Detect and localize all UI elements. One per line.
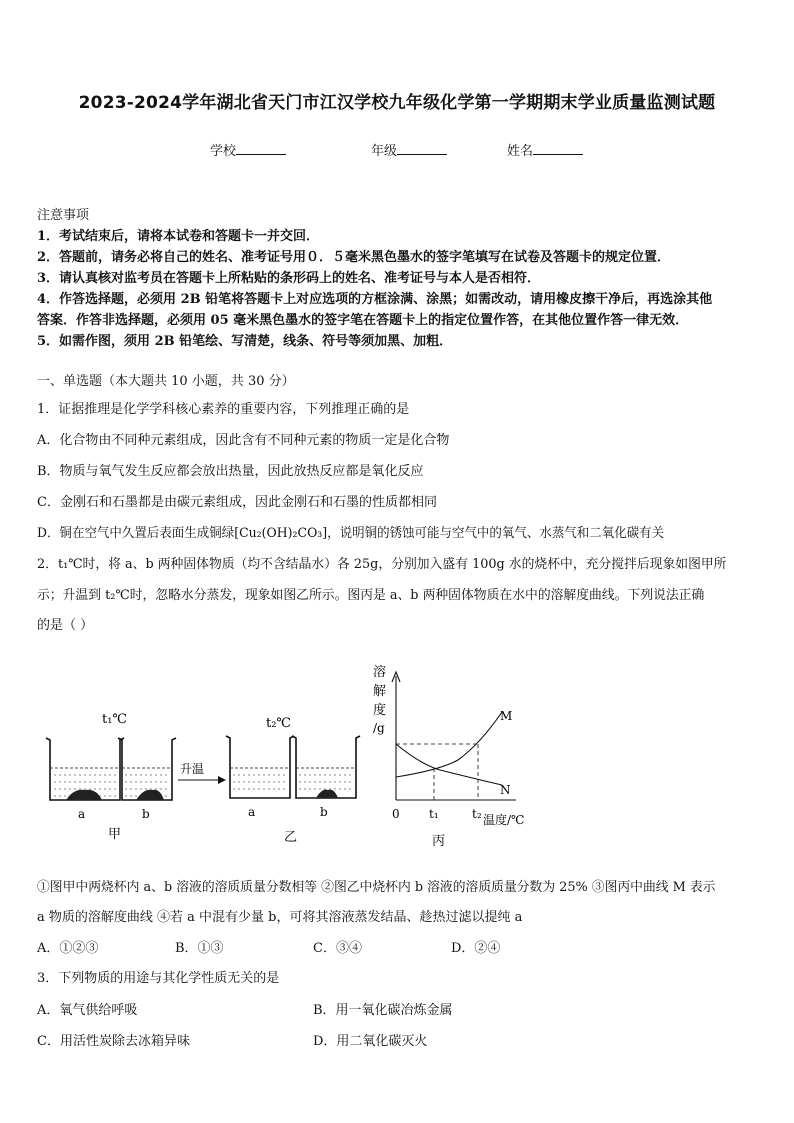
- q2-statements-line2: a 物质的溶解度曲线 ④若 a 中混有少量 b，可将其溶液蒸发结晶、趁热过滤以提纯 a: [37, 910, 523, 925]
- name-field: [507, 140, 583, 159]
- label-heat: 升温: [180, 762, 205, 776]
- q1-option-a: A．化合物由不同种元素组成，因此含有不同种元素的物质一定是化合物: [37, 433, 450, 448]
- notice-heading: 注意事项: [37, 208, 90, 223]
- ylabel-char: 溶: [373, 665, 387, 680]
- name-blank[interactable]: [533, 141, 583, 155]
- ylabel-char: /g: [373, 721, 385, 735]
- label-x-t2: t₂: [472, 807, 482, 821]
- q2-option-b: B．①③: [175, 941, 224, 956]
- q2-figure: [40, 660, 760, 850]
- notice-item: 答案．作答非选择题，必须用 05 毫米黑色墨水的签字笔在答题卡上的指定位置作答，在其他位置作答一律无效．: [37, 313, 689, 328]
- q3-option-a: A．氧气供给呼吸: [37, 1003, 138, 1018]
- q3-option-d: D．用二氧化碳灭火: [313, 1034, 428, 1049]
- label-bing: 丙: [432, 834, 446, 849]
- q2-statements-line1: ①图甲中两烧杯内 a、b 溶液的溶质质量分数相等 ②图乙中烧杯内 b 溶液的溶质质量分数为 25% ③图丙中曲线 M 表示: [37, 880, 716, 895]
- grade-blank[interactable]: [397, 141, 447, 155]
- label-t2: t₂℃: [266, 716, 291, 731]
- school-label: 学校: [210, 144, 237, 159]
- beaker-jia-b: [118, 738, 176, 800]
- q1-option-b: B．物质与氧气发生反应都会放出热量，因此放热反应都是氧化反应: [37, 464, 424, 479]
- beaker-yi-a: [226, 736, 294, 798]
- q2-option-c: C．③④: [313, 941, 362, 956]
- notice-item: 2．答题前，请务必将自己的姓名、准考证号用０．５毫米黑色墨水的签字笔填写在试卷及答题卡的规定位置．: [37, 250, 671, 265]
- q1-stem: 1．证据推理是化学学科核心素养的重要内容，下列推理正确的是: [37, 402, 410, 417]
- q2-stem-line1: 2．t₁℃时，将 a、b 两种固体物质（均不含结晶水）各 25g，分别加入盛有 100g 水的烧杯中，充分搅拌后现象如图甲所: [37, 557, 727, 572]
- ylabel-char: 度: [373, 703, 387, 718]
- q3-option-b: B．用一氧化碳冶炼金属: [313, 1003, 453, 1018]
- arrow-right-icon: [218, 776, 226, 784]
- label-yi-a: a: [248, 805, 256, 819]
- curve-m: [396, 712, 502, 777]
- q1-option-c: C．金刚石和石墨都是由碳元素组成，因此金刚石和石墨的性质都相同: [37, 495, 437, 510]
- q3-stem: 3．下列物质的用途与其化学性质无关的是: [37, 971, 280, 986]
- section-heading: 一、单选题（本大题共 10 小题，共 30 分）: [37, 374, 295, 389]
- q3-option-c: C．用活性炭除去冰箱异味: [37, 1034, 190, 1049]
- q2-stem-line3: 的是（ ）: [37, 618, 94, 633]
- label-m: M: [500, 709, 513, 723]
- beaker-yi-b: [292, 736, 360, 798]
- school-field: [210, 140, 286, 159]
- notice-item: 3．请认真核对监考员在答题卡上所粘贴的条形码上的姓名、准考证号与本人是否相符．: [37, 271, 541, 286]
- q2-option-d: D．②④: [451, 941, 501, 956]
- notice-item: 5．如需作图，须用 2B 铅笔绘、写清楚，线条、符号等须加黑、加粗．: [37, 334, 453, 349]
- q1-option-d: D．铜在空气中久置后表面生成铜绿[Cu₂(OH)₂CO₃]，说明铜的锈蚀可能与空气中的氧气、水蒸气和二氧化碳有关: [37, 526, 665, 541]
- page-title: 2023-2024学年湖北省天门市江汉学校九年级化学第一学期期末学业质量监测试题: [78, 93, 716, 113]
- grade-label: 年级: [371, 144, 398, 159]
- label-yi-b: b: [320, 805, 328, 819]
- solubility-graph: [373, 664, 524, 849]
- label-n: N: [500, 783, 511, 797]
- label-origin: 0: [392, 807, 400, 821]
- xlabel: 温度/℃: [483, 813, 525, 827]
- label-jia: 甲: [108, 827, 122, 842]
- ylabel-char: 解: [373, 684, 387, 699]
- q2-option-a: A．①②③: [37, 941, 99, 956]
- label-jia-b: b: [142, 807, 150, 821]
- school-blank[interactable]: [236, 141, 286, 155]
- notice-item: 4．作答选择题，必须用 2B 铅笔将答题卡上对应选项的方框涂满、涂黑；如需改动，请用橡皮擦干净后，再选涂其他: [37, 292, 713, 307]
- label-x-t1: t₁: [429, 807, 439, 821]
- q2-figure-svg: [40, 660, 760, 850]
- label-yi: 乙: [284, 830, 298, 845]
- notice-item: 1．考试结束后，请将本试卷和答题卡一并交回．: [37, 229, 320, 244]
- grade-field: [371, 140, 447, 159]
- label-t1: t₁℃: [102, 712, 127, 727]
- name-label: 姓名: [507, 144, 534, 159]
- beaker-jia-a: [46, 738, 124, 800]
- q2-stem-line2: 示；升温到 t₂℃时，忽略水分蒸发，现象如图乙所示。图丙是 a、b 两种固体物质在水中的溶解度曲线。下列说法正确: [37, 588, 705, 603]
- label-jia-a: a: [78, 807, 86, 821]
